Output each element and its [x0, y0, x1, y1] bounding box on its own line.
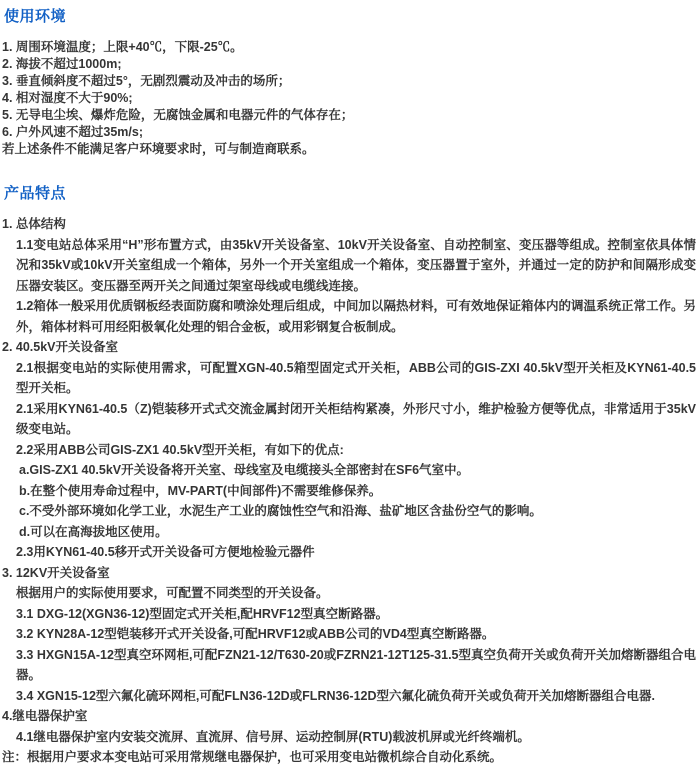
usage-environment-list	[2, 39, 696, 158]
env-condition-2: 2. 海拔不超过1000m;	[2, 57, 122, 71]
env-condition-6: 6. 户外风速不超过35m/s;	[2, 125, 144, 139]
product-features-list	[2, 214, 696, 768]
feature-3-intro: 根据用户的实际使用要求，可配置不同类型的开关设备。	[16, 586, 329, 600]
env-condition-5: 5. 无导电尘埃、爆炸危险，无腐蚀金属和电器元件的气体存在；	[2, 108, 354, 122]
feature-3-1: 3.1 DXG-12(XGN36-12)型固定式开关柜,配HRVF12型真空断路器。	[16, 606, 389, 621]
product-features-title: 产品特点	[4, 185, 67, 202]
feature-3-4: 3.4 XGN15-12型六氟化硫环网柜,可配FLN36-12D或FLRN36-12D型六氟化硫负荷开关或负荷开关加熔断器组合电器.	[16, 688, 655, 703]
feature-4-1: 4.1继电器保护室内安装交流屏、直流屏、信号屏、运动控制屏(RTU)载波机屏或光纤终端机。	[16, 729, 530, 744]
section-usage-environment	[2, 7, 696, 158]
feature-2-3: 2.3用KYN61-40.5移开式开关设备可方便地检验元器件	[16, 545, 315, 559]
feature-2-2-item-b: b.在整个使用寿命过程中，MV-PART(中间部件)不需要维修保养。	[19, 483, 382, 498]
usage-environment-title: 使用环境	[4, 8, 67, 25]
feature-1-1: 1.1变电站总体采用“H”形布置方式，由35kV开关设备室、10kV开关设备室、自动控制室、变压器等组成。控制室依具体情况和35kV或10kV开关室组成一个箱体，另外一个开关室组成一个箱体，变压器置于室外，并通过一定的防护和间隔形成变压器安装区。变压器至两开关之间通过架室母线或电缆线连接。	[16, 237, 696, 293]
feature-2-2-item-c: c.不受外部环境如化学工业，水泥生产工业的腐蚀性空气和沿海、盐矿地区含盐份空气的影响。	[19, 504, 542, 518]
feature-2-2: 2.2采用ABB公司GIS-ZX1 40.5kV型开关柜，有如下的优点:	[16, 442, 344, 457]
feature-section-2-heading: 2. 40.5kV开关设备室	[2, 340, 119, 354]
feature-2-2-item-a: a.GIS-ZX1 40.5kV开关设备将开关室、母线室及电缆接头全部密封在SF6气室中。	[19, 463, 470, 477]
feature-2-1: 2.1根据变电站的实际使用需求，可配置XGN-40.5箱型固定式开关柜，ABB公司的GIS-ZXI 40.5kV型开关柜及KYN61-40.5型开关柜。	[16, 360, 696, 395]
feature-section-4-heading: 4.继电器保护室	[2, 709, 88, 723]
env-condition-4: 4. 相对湿度不大于90%;	[2, 91, 133, 105]
section-product-features	[2, 184, 696, 768]
feature-section-3-heading: 3. 12KV开关设备室	[2, 565, 110, 580]
env-condition-3: 3. 垂直倾斜度不超过5°，无剧烈震动及冲击的场所；	[2, 74, 291, 88]
feature-1-2: 1.2箱体一般采用优质钢板经表面防腐和喷涂处理后组成，中间加以隔热材料，可有效地保证箱体内的调温系统正常工作。另外，箱体材料可用经阳极氧化处理的铝合金板，或用彩钢复合板制成。	[16, 299, 696, 334]
feature-3-2: 3.2 KYN28A-12型铠装移开式开关设备,可配HRVF12或ABB公司的VD4型真空断路器。	[16, 627, 495, 641]
feature-2-1-kyn61: 2.1采用KYN61-40.5（Z)铠装移开式式交流金属封闭开关柜结构紧凑，外形尺寸小，维护检验方便等优点，非常适用于35kV级变电站。	[16, 401, 696, 436]
feature-2-2-item-d: d.可以在高海拔地区使用。	[19, 524, 168, 539]
feature-section-1-heading: 1. 总体结构	[2, 217, 66, 231]
env-condition-1: 1. 周围环境温度；上限+40℃，下限-25℃。	[2, 40, 243, 54]
env-contact-note: 若上述条件不能满足客户环境要求时，可与制造商联系。	[2, 142, 315, 156]
feature-3-3: 3.3 HXGN15A-12型真空环网柜,可配FZN21-12/T630-20或FZRN21-12T125-31.5型真空负荷开关或负荷开关加熔断器组合电器。	[16, 647, 697, 682]
document-note: 注：根据用户要求本变电站可采用常规继电器保护，也可采用变电站微机综合自动化系统。	[2, 750, 503, 764]
